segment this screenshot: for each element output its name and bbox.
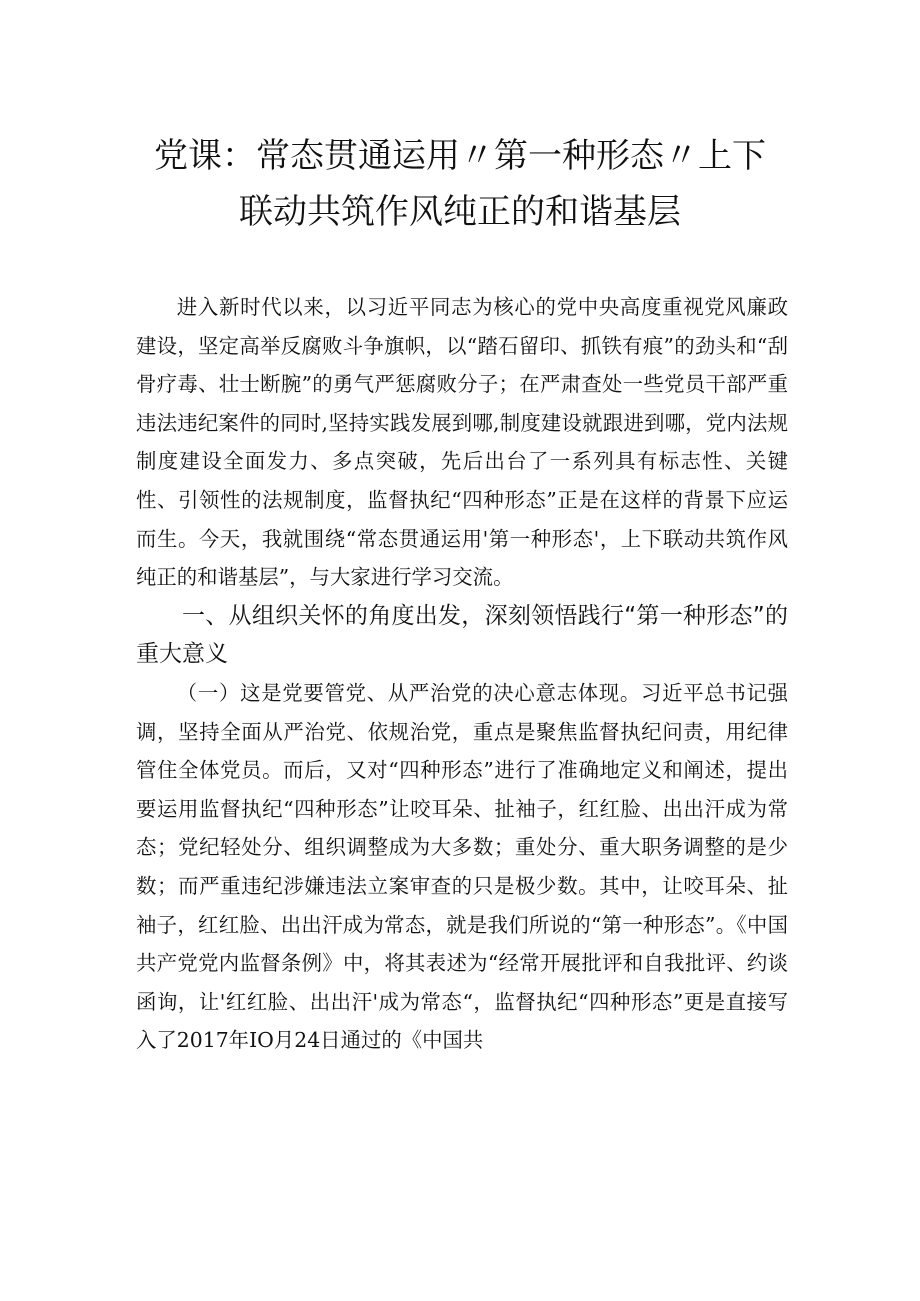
section-1-paragraph-1: （一）这是党要管党、从严治党的决心意志体现。习近平总书记强调，坚持全面从严治党、依规治党，重点是聚焦监督执纪问责，用纪律管住全体党员。而后，又对“四种形态”进行了准确地定义和阐述，提出要运用监督执纪“四种形态”让咬耳朵、扯袖子，红红脸、出出汗成为常态；党纪轻处分、组织调整成为大多数；重处分、重大职务调整的是少数；而严重违纪涉嫌违法立案审查的只是极少数。其中，让咬耳朵、扯袖子，红红脸、出出汗成为常态，就是我们所说的“第一种形态”。《中国共产党党内监督条例》中，将其表述为“经常开展批评和自我批评、约谈函询，让'红红脸、出出汗'成为常态“，监督执纪“四种形态”更是直接写入了2017年IO月24日通过的《中国共 [136,680,788,1053]
document-title [120,128,800,240]
intro-paragraph: 进入新时代以来，以习近平同志为核心的党中央高度重视党风廉政建设，坚定高举反腐败斗争旗帜，以“踏石留印、抓铁有痕”的劲头和“刮骨疗毒、壮士断腕”的勇气严惩腐败分子；在严肃查处一些党员干部严重违法违纪案件的同时,坚持实践发展到哪,制度建设就跟进到哪，党内法规制度建设全面发力、多点突破，先后出台了一系列具有标志性、关键性、引领性的法规制度，监督执纪“四种形态”正是在这样的背景下应运而生。今天，我就围绕“常态贯通运用'第一种形态'，上下联动共筑作风纯正的和谐基层”，与大家进行学习交流。 [136,295,788,590]
section-heading-1: 一、从组织关怀的角度出发，深刻领悟践行“第一种形态”的重大意义 [136,602,788,668]
title-line-2: 联动共筑作风纯正的和谐基层 [239,192,681,232]
document-body [136,288,788,1060]
title-line-1: 党课：常态贯通运用〃第一种形态〃上下 [154,136,766,176]
